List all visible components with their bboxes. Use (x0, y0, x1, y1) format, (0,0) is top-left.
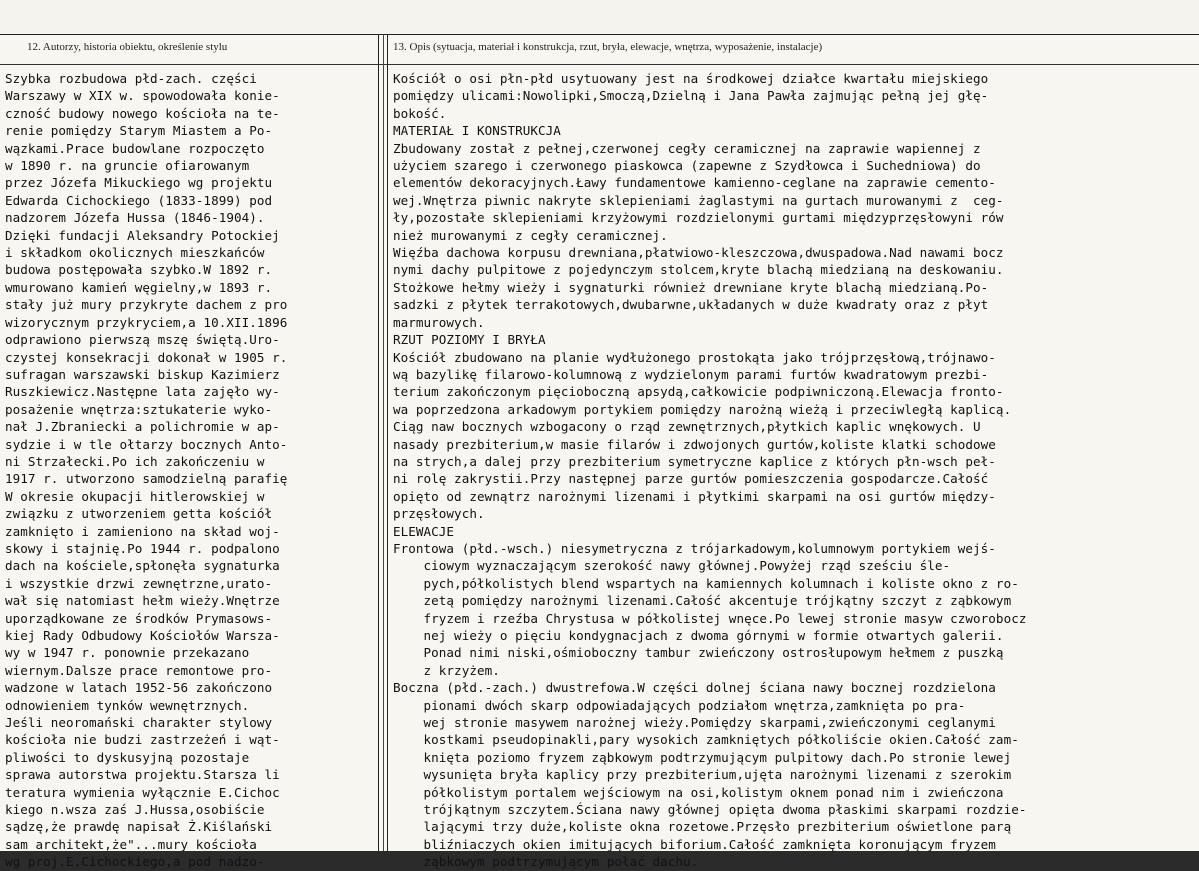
history-text-line: wadzone w latach 1952-56 zakończono (5, 680, 273, 696)
description-text-line: ELEWACJE (393, 523, 455, 539)
description-text-line: Kościół zbudowano na planie wydłużonego prostokąta jako trójprzęsłową,trójnawo- (393, 349, 996, 365)
description-text-line: fryzem i rzeźba Chrystusa w półkolistej wnęce.Po lewej stronie masyw czworobocz (393, 610, 1027, 626)
history-text-line: związku z utworzeniem getta kościół (5, 506, 273, 522)
description-text-line: marmurowych. (393, 314, 485, 330)
description-text-line: ząbkowym podtrzymującym połać dachu. (393, 854, 699, 870)
history-text-line: Jeśli neoromański charakter stylowy (5, 715, 273, 731)
history-text-line: kiej Rady Odbudowy Kościołów Warsza- (5, 628, 280, 643)
description-text-line: Frontowa (płd.-wsch.) niesymetryczna z trójarkadowym,kolumnowym portykiem wejś- (393, 540, 996, 556)
description-text-line: Ponad nimi niski,ośmioboczny tambur zwieńczony ostrosłupowym hełmem z puszką (393, 645, 1004, 661)
description-text-line: knięta poziomo fryzem ząbkowym podtrzymującym pulpitowy dach.Po stronie lewej (393, 749, 1012, 765)
description-text-line: Stożkowe hełmy wieży i sygnaturki również drewniane kryte blachą miedzianą.Po- (393, 279, 989, 295)
history-text-line: posażenie wnętrza:sztukaterie wyko- (5, 401, 273, 417)
history-text-line: Ruszkiewicz.Następne lata zajęło wy- (5, 384, 280, 400)
history-text-line: w 1890 r. na gruncie ofiarowanym (5, 158, 250, 174)
description-text-line: nież murowanymi z cegły ceramicznej. (393, 227, 668, 243)
history-text-line: Edwarda Cichockiego (1833-1899) pod (5, 192, 273, 208)
description-text-line: ni rolę zakrystii.Przy następnej parze gurtów pomieszczenia gospodarcze.Całość (393, 471, 989, 487)
history-text-line: stały już mury przykryte dachem z pro (5, 297, 288, 313)
history-text-line: budowa postępowała szybko.W 1892 r. (5, 262, 273, 278)
history-text-line: czystej konsekracji dokonał w 1905 r. (5, 349, 288, 365)
description-text-line: kostkami pseudopinakli,pary wysokich zamkniętych półkoliście okien.Całość zam- (393, 732, 1019, 748)
history-text-line: uporządkowane ze środków Prymasows- (5, 610, 273, 626)
column-divider-inner (383, 34, 384, 851)
history-text-line: ni Strzałecki.Po ich zakończeniu w (5, 453, 265, 469)
section-12-header: 12. Autorzy, historia obiektu, określenie stylu (27, 41, 228, 53)
description-text-line: terium zakończonym pięcioboczną apsydą,całkowicie podpiwniczoną.Elewacja fronto- (393, 384, 1004, 400)
history-text-line: zamknięto i zamieniono na skład woj- (5, 523, 280, 539)
history-text-line: Dzięki fundacji Aleksandry Potockiej (5, 227, 280, 243)
description-text-line: sadzki z płytek terrakotowych,dwubarwne,układanych w duże kwadraty oraz z płyt (393, 297, 989, 313)
history-text-line: 1917 r. utworzono samodzielną parafię (5, 471, 288, 487)
description-text-line: z krzyżem. (393, 662, 500, 678)
history-text-line: Warszawy w XIX w. spowodowała konie- (5, 88, 280, 104)
description-text-line: nymi dachy pulpitowe z pojedynczym stolcem,kryte blachą miedzianą na deskowaniu. (393, 262, 1004, 278)
description-text-line: Boczna (płd.-zach.) dwustrefowa.W części dolnej ściana nawy bocznej rozdzielona (393, 680, 996, 696)
history-text-line: odprawiono pierwszą mszę świętą.Uro- (5, 332, 280, 348)
history-text-line: sam architekt,że"...mury kościoła (5, 836, 257, 852)
history-text-line: skowy i stajnię.Po 1944 r. podpalono (5, 540, 280, 556)
description-text (393, 70, 1193, 871)
description-text-line: wej.Wnętrza piwnic nakryte sklepieniami żaglastymi na gurtach murowanymi z ceg- (393, 192, 1004, 208)
history-text-line: sufragan warszawski biskup Kazimierz (5, 366, 280, 382)
history-text-line: nał J.Zbraniecki a polichromie w ap- (5, 419, 280, 435)
history-text-line: sydzie i w tle ołtarzy bocznych Anto- (5, 436, 288, 452)
history-text-line: sprawa autorstwa projektu.Starsza li (5, 767, 280, 783)
history-text-line: i wszystkie drzwi zewnętrzne,urato- (5, 575, 273, 591)
history-text-line: kościoła nie budzi zastrzeżeń i wąt- (5, 732, 280, 748)
description-text-line: Zbudowany został z pełnej,czerwonej cegły ceramicznej na zaprawie wapiennej z (393, 140, 981, 156)
description-text-line: Więźba dachowa korpusu drewniana,płatwiowo-kleszczowa,dwuspadowa.Nad nawami bocz (393, 245, 1004, 261)
history-text (5, 70, 377, 871)
history-text-line: czność budowy nowego kościoła na te- (5, 105, 280, 121)
header-rule (0, 64, 1199, 65)
description-text-line: Ciąg naw bocznych wzbogacony o rząd zewnętrznych,płytkich kaplic wnękowych. U (393, 419, 981, 435)
description-text-line: ciowym wyznaczającym szerokość nawy głównej.Powyżej rząd sześciu śle- (393, 558, 951, 574)
description-text-line: przęsłowych. (393, 506, 485, 522)
description-text-line: użyciem szarego i czerwonego piaskowca (zapewne z Szydłowca i Suchedniowa) do (393, 158, 981, 174)
history-text-line: wmurowano kamień węgielny,w 1893 r. (5, 279, 273, 295)
description-text-line: na strych,a dalej przy prezbiterium symetryczne kaplice z których płn-wsch peł- (393, 453, 996, 469)
history-text-line: nadzorem Józefa Hussa (1846-1904). (5, 210, 265, 226)
history-text-line: wizorycznym przykryciem,a 10.XII.1896 (5, 314, 288, 330)
description-text-line: pych,półkolistych blend wspartych na kamiennych kolumnach i koliste okno z ro- (393, 575, 1019, 591)
column-divider-right (387, 34, 388, 851)
history-text-line: kiego n.wsza zaś J.Hussa,osobiście (5, 802, 265, 818)
description-text-line: Kościół o osi płn-płd usytuowany jest na środkowej działce kwartału miejskiego (393, 71, 989, 86)
history-text-line: pliwości to dyskusyjną pozostaje (5, 749, 250, 765)
description-text-line: nej wieży o pięciu kondygnacjach z dwoma górnymi w formie otwartych galerii. (393, 628, 1004, 643)
top-border (0, 0, 1199, 35)
history-text-line: wał się natomiast hełm wieży.Wnętrze (5, 593, 280, 609)
history-text-line: sądzę,że prawdę napisał Ż.Kiślański (5, 819, 273, 835)
description-text-line: MATERIAŁ I KONSTRUKCJA (393, 123, 561, 139)
description-text-line: RZUT POZIOMY I BRYŁA (393, 332, 546, 348)
history-text-line: teratura wymienia wyłącznie E.Cichoc (5, 784, 280, 800)
description-text-line: pionami dwóch skarp odpowiadających podziałom wnętrza,zamknięta po pra- (393, 697, 966, 713)
history-text-line: wiernym.Dalsze prace remontowe pro- (5, 662, 273, 678)
description-text-line: opięto od zewnątrz narożnymi lizenami i płytkimi skarpami na osi gurtów między- (393, 488, 996, 504)
description-text-line: półkolistym portalem wejściowym na osi,kolistym oknem ponad nim i zwieńczona (393, 784, 1004, 800)
history-text-line: Szybka rozbudowa płd-zach. części (5, 71, 257, 86)
history-text-line: W okresie okupacji hitlerowskiej w (5, 488, 265, 504)
column-divider (378, 34, 379, 851)
section-13-header: 13. Opis (sytuacja, materiał i konstrukcja, rzut, bryła, elewacje, wnętrza, wyposażenie, instalacje) (393, 41, 823, 53)
description-text-line: wej stronie masywem narożnej wieży.Pomiędzy skarpami,zwieńczonymi ceglanymi (393, 715, 996, 731)
history-text-line: przez Józefa Mikuckiego wg projektu (5, 175, 273, 191)
history-text-line: wy w 1947 r. ponownie przekazano (5, 645, 250, 661)
history-text-line: dach na kościele,spłonęła sygnaturka (5, 558, 280, 574)
description-text-line: bokość. (393, 105, 447, 121)
description-text-line: bliźniaczych okien imitujących biforium.Całość zamknięta koronującym fryzem (393, 836, 996, 852)
history-text-line: wg proj.E.Cichockiego,a pod nadzo- (5, 854, 265, 870)
description-text-line: nasady prezbiterium,w masie filarów i zdwojonych gurtów,koliste klatki schodowe (393, 436, 996, 452)
description-text-line: lającymi trzy duże,koliste okna rozetowe.Przęsło prezbiterium oświetlone parą (393, 819, 1012, 835)
description-text-line: zetą pomiędzy narożnymi lizenami.Całość akcentuje trójkątny szczyt z ząbkowym (393, 593, 1012, 609)
history-text-line: odnowieniem tynków wewnętrznych. (5, 697, 250, 713)
description-text-line: wa poprzedzona arkadowym portykiem pomiędzy narożną wieżą i przeciwległą kaplicą. (393, 401, 1012, 417)
history-text-line: wązkami.Prace budowlane rozpoczęto (5, 140, 265, 156)
history-text-line: i składkom okolicznych mieszkańców (5, 245, 265, 261)
history-text-line: renie pomiędzy Starym Miastem a Po- (5, 123, 273, 139)
description-text-line: elementów dekoracyjnych.Ławy fundamentowe kamienno-ceglane na zaprawie cemento- (393, 175, 996, 191)
description-text-line: trójkątnym szczytem.Ściana nawy głównej opięta dwoma płaskimi skarpami rozdzie- (393, 802, 1027, 818)
description-text-line: pomiędzy ulicami:Nowolipki,Smoczą,Dzielną i Jana Pawła zajmując pełną jej głę- (393, 88, 989, 104)
description-text-line: wysunięta bryła kaplicy przy prezbiterium,ujęta narożnymi lizenami z szerokim (393, 767, 1012, 783)
description-text-line: wą bazylikę filarowo-kolumnową z wydzielonym parami furtów kwadratowym prezbi- (393, 366, 989, 382)
description-text-line: ły,pozostałe sklepieniami krzyżowymi rozdzielonymi gurtami międzyprzęsłowyni rów (393, 210, 1004, 226)
